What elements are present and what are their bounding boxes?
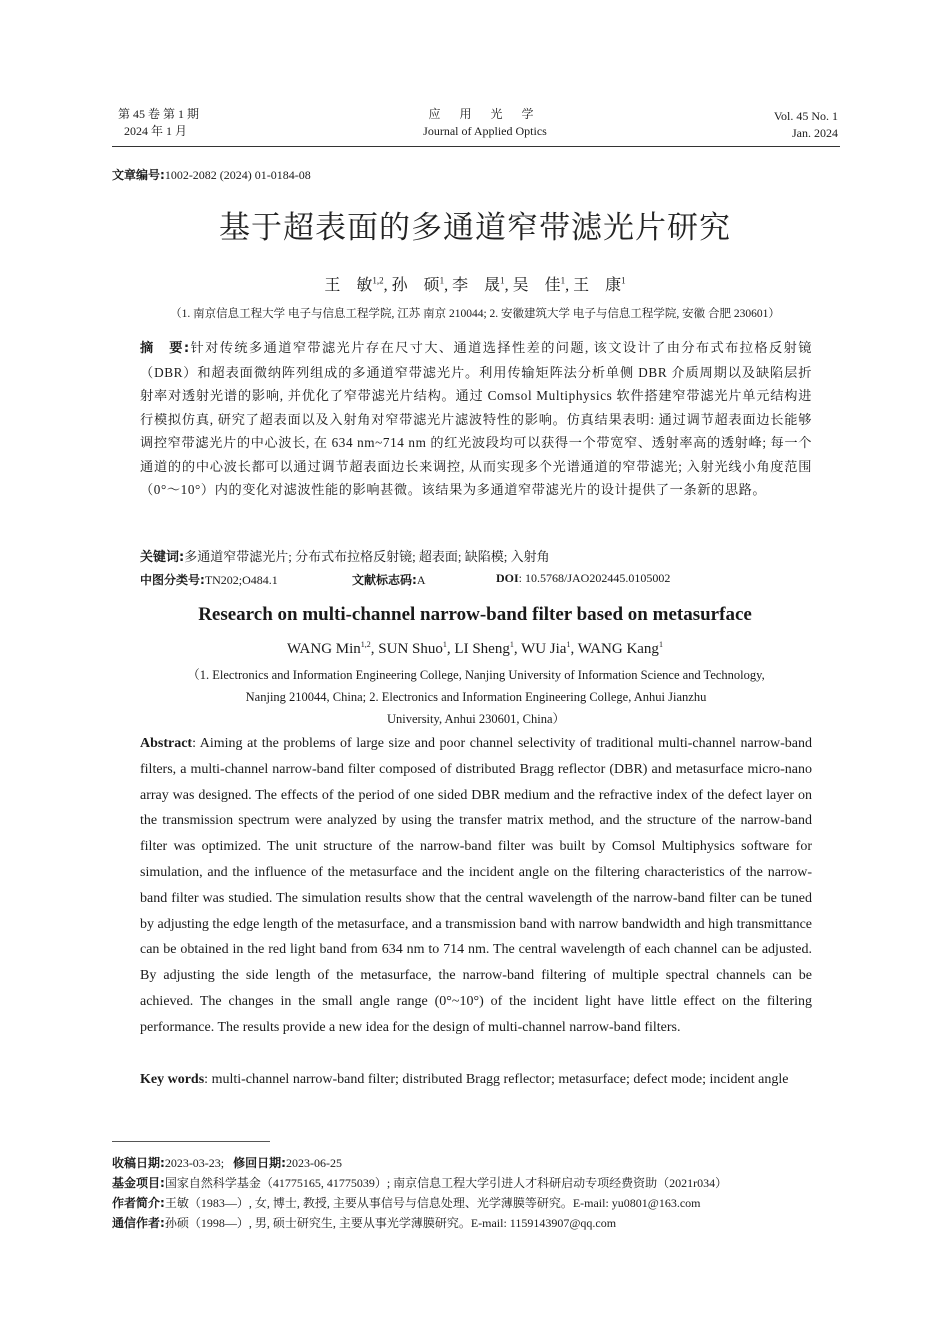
doi-value: : 10.5768/JAO202445.0105002 [518,571,671,585]
author-sup: 1,2 [360,640,371,649]
clc-label: 中图分类号: [140,573,205,587]
header-left [118,106,199,140]
article-number-value: 1002-2082 (2024) 01-0184-08 [164,168,311,182]
author-cn: 孙 硕 [391,277,440,294]
abstract-cn-label: 摘 要: [140,341,190,356]
authors-cn: 王 敏$^{1,2}$, 孙 硕$^1$, 李 晟$^1$, 吴 佳$^1$, 王 康$^1$ [324,275,626,294]
received-value: 2023-03-23; [164,1156,225,1170]
author-en: SUN Shuo [378,641,443,657]
corresponding-label: 通信作者: [112,1216,165,1230]
author-sup: 1 [560,275,566,286]
date-en: Jan. 2024 [792,126,838,140]
keywords-en: Key words: multi-channel narrow-band filter; distributed Bragg reflector; metasurface; defect mode; incident angle [140,1072,789,1087]
journal-name-en: Journal of Applied Optics [423,124,547,138]
header-center [380,106,590,140]
affiliations-en [140,664,812,730]
footnote-dates [112,1153,842,1173]
author-en: LI Sheng [454,641,510,657]
affiliation-en-line: Nanjing 210044, China; 2. Electronics and Information Engineering College, Anhui Jianzhu [245,690,707,704]
author-sup: 1 [658,640,663,649]
keywords-en-text: multi-channel narrow-band filter; distributed Bragg reflector; metasurface; defect mode; incident angle [211,1072,789,1087]
corresponding-value: 孙硕（1998—）, 男, 硕士研究生, 主要从事光学薄膜研究。E-mail: 1159143907@qq.com [164,1216,617,1230]
document-code [352,571,425,588]
author-cn: 王 康 [573,277,622,294]
volume-cn: 第 45 卷 第 1 期 [118,107,200,121]
keywords-en-label: Key words [140,1072,205,1087]
abstract-en-label: Abstract [140,736,193,751]
author-en: WANG Min [287,641,361,657]
keywords-cn-label: 关键词: [140,550,185,565]
doc-code-value: A [416,573,426,587]
fund-label: 基金项目: [112,1176,165,1190]
author-sup: 1 [566,640,571,649]
clc-value: TN202;O484.1 [204,573,278,587]
journal-name-cn: 应 用 光 学 [428,107,542,121]
title-en: Research on multi-channel narrow-band filter based on metasurface [198,604,752,625]
received-label: 收稿日期: [112,1156,165,1170]
article-number-label: 文章编号: [112,168,165,182]
author-cn: 王 敏 [324,277,373,294]
author-sup: 1,2 [372,275,384,286]
authors-en: WANG Min$^{1,2}$, SUN Shuo$^1$, LI Sheng$^1$, WU Jia$^1$, WANG Kang$^1$ [287,640,663,657]
clc-code [140,571,278,588]
author-cn: 吴 佳 [512,277,561,294]
author-sup: 1 [442,640,447,649]
abstract-cn [140,336,812,502]
author-sup: 1 [509,640,514,649]
header-rule [112,146,840,147]
abstract-en: Abstract: Aiming at the problems of large size and poor channel selectivity of traditional multi-channel narrow-band filters, a multi-channel narrow-band filter composed of distributed Bragg reflector (DBR) and metasurface micro-nano array was designed. The effects of the period of one sided DBR medium and the refractive index of the defect layer on the transmission spectrum were analyzed by using the transfer matrix method, and the structure of the narrow-band filter was optimized. The unit structure of the narrow-band filter was built by Comsol Multiphysics software for simulation, and the influence of the metasurface and the incident angle on the filtering characteristics of the narrow-band filter was studied. The simulation results show that the central wavelength of the narrow-band filter can be tuned by adjusting the edge length of the metasurface, and a transmission band with narrow bandwidth and high transmittance can be obtained in the red light band from 634 nm to 714 nm. The central wavelength of each channel can be adjusted. By adjusting the side length of the metasurface, the narrow-band filtering of multiple spectral channels can be achieved. The changes in the small angle range (0°~10°) of the incident light have little effect on the filtering performance. The results provide a new idea for the design of multi-channel narrow-band filters. [140,736,813,1035]
abstract-en-text: Aiming at the problems of large size and poor channel selectivity of traditional multi-channel narrow-band filters, a multi-channel narrow-band filter composed of distributed Bragg reflector (DBR) and metasurface micro-nano array was designed. The effects of the period of one sided DBR medium and the refractive index of the defect layer on the transmission spectrum were analyzed by using the transfer matrix method, and the structure of the narrow-band filter was optimized. The unit structure of the narrow-band filter was built by Comsol Multiphysics software for simulation, and the influence of the metasurface and the incident angle on the filtering characteristics of the narrow-band filter was studied. The simulation results show that the central wavelength of the narrow-band filter can be tuned by adjusting the edge length of the metasurface, and a transmission band with narrow bandwidth and high transmittance can be obtained in the red light band from 634 nm to 714 nm. The central wavelength of each channel can be adjusted. By adjusting the side length of the metasurface, the narrow-band filtering of multiple spectral channels can be achieved. The changes in the small angle range (0°~10°) of the incident light have little effect on the filtering performance. The results provide a new idea for the design of multi-channel narrow-band filters. [140,736,813,1035]
author-bio-value: 王敏（1983—）, 女, 博士, 教授, 主要从事信号与信息处理、光学薄膜等研究。E-mail: yu0801@163.com [164,1196,701,1210]
title-cn: 基于超表面的多通道窄带滤光片研究 [219,210,731,246]
keywords-cn [140,546,820,565]
author-cn: 李 晟 [452,277,501,294]
author-bio-label: 作者简介: [112,1196,165,1210]
fund-value: 国家自然科学基金（41775165, 41775039）; 南京信息工程大学引进人才科研启动专项经费资助（2021r034） [164,1176,728,1190]
footnote-corresponding [112,1213,842,1233]
volume-en: Vol. 45 No. 1 [773,109,838,123]
doc-code-label: 文献标志码: [352,573,417,587]
article-number [112,166,311,183]
affiliation-en-line: University, Anhui 230601, China） [386,712,565,726]
footnote-fund [112,1173,842,1193]
doi-label: DOI [496,571,519,585]
affiliations-cn: （1. 南京信息工程大学 电子与信息工程学院, 江苏 南京 210044; 2. 安徽建筑大学 电子与信息工程学院, 安徽 合肥 230601） [170,308,780,320]
header-right [700,108,838,142]
author-en: WU Jia [521,641,567,657]
author-sup: 1 [439,275,445,286]
author-sup: 1 [621,275,626,286]
keywords-cn-text: 多通道窄带滤光片; 分布式布拉格反射镜; 超表面; 缺陷模; 入射角 [184,549,550,564]
affiliation-en-line: （1. Electronics and Information Engineering College, Nanjing University of Information Science and Technology, [187,668,765,682]
author-en: WANG Kang [577,641,659,657]
footnote-author-bio [112,1193,842,1213]
abstract-cn-text: 针对传统多通道窄带滤光片存在尺寸大、通道选择性差的问题, 该文设计了由分布式布拉格反射镜（DBR）和超表面微纳阵列组成的多通道窄带滤光片。利用传输矩阵法分析单侧 DBR 介质周期以及缺陷层折射率对透射光谱的影响, 并优化了窄带滤光片结构。通过 Comsol Multiphysics 软件搭建窄带滤光片单元结构进行模拟仿真, 研究了超表面以及入射角对窄带滤光片滤波特性的影响。仿真结果表明: 通过调节超表面边长能够调控窄带滤光片的中心波长, 在 634 nm~714 nm 的红光波段均可以获得一个带宽窄、透射率高的透射峰; 每一个通道的的中心波长都可以通过调节超表面边长来调控, 从而实现多个光谱通道的窄带滤光; 入射光线小角度范围（0°～10°）内的变化对滤波性能的影响甚微。该结果为多通道窄带滤光片的设计提供了一条新的思路。 [140,340,812,497]
footnote-rule [112,1141,270,1142]
author-sup: 1 [500,275,505,286]
revised-label: 修回日期: [233,1156,286,1170]
doi [496,571,670,586]
date-cn: 2024 年 1 月 [124,124,188,138]
revised-value: 2023-06-25 [285,1156,342,1170]
